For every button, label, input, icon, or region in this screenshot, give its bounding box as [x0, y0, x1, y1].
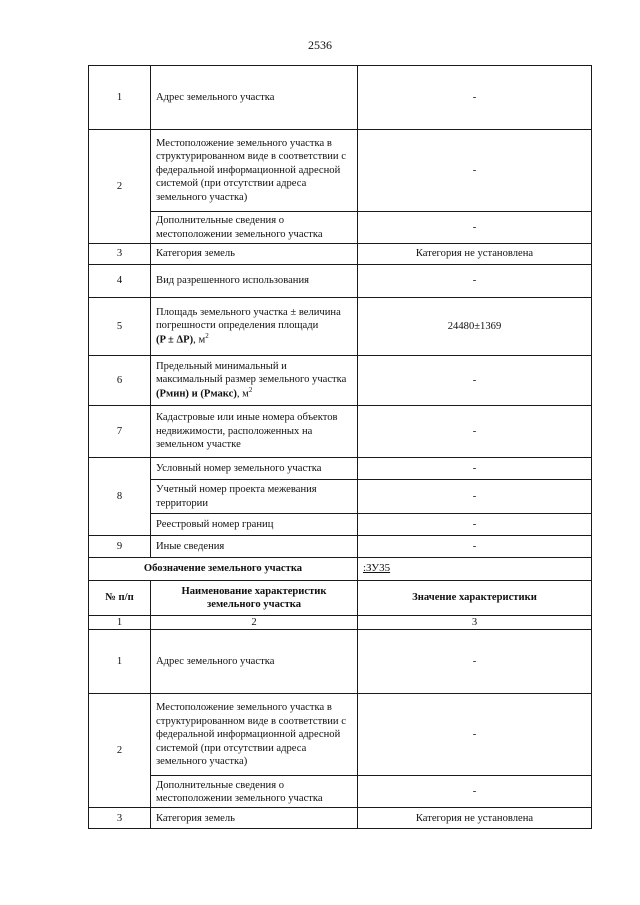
column-number: 3: [358, 616, 592, 630]
characteristic-label: Учетный номер проекта межевания территории: [151, 480, 358, 514]
row-number: 5: [89, 298, 151, 356]
characteristic-label: Адрес земельного участка: [151, 630, 358, 694]
label-text: Площадь земельного участка ± величина погрешности определения площади: [156, 306, 341, 332]
characteristic-value: -: [358, 514, 592, 536]
characteristic-value: -: [358, 265, 592, 298]
unit-superscript: 2: [248, 386, 253, 395]
table-row: [89, 808, 592, 829]
characteristic-value: -: [358, 536, 592, 558]
column-numbers-row: [89, 616, 592, 630]
characteristic-value: Категория не установлена: [358, 808, 592, 829]
characteristic-label: Кадастровые или иные номера объектов недвижимости, расположенных на земельном участке: [151, 406, 358, 458]
table-row: [89, 458, 592, 480]
table-row: [89, 694, 592, 776]
column-header-value: Значение характеристики: [358, 581, 592, 616]
table-row: [89, 66, 592, 130]
table-row: [89, 298, 592, 356]
plot-code: :ЗУ35: [358, 558, 592, 581]
label-text: Предельный минимальный и максимальный размер земельного участка: [156, 360, 347, 386]
column-header-number: № п/п: [89, 581, 151, 616]
characteristic-value: -: [358, 458, 592, 480]
characteristic-label: Местоположение земельного участка в структурированном виде в соответствии с федеральной информационной адресной системой (при отсутствии адреса земельного участка): [151, 694, 358, 776]
characteristic-label: Категория земель: [151, 244, 358, 265]
table-row: [89, 406, 592, 458]
land-plot-table: [88, 65, 592, 829]
formula-text: (P ± ΔP): [156, 334, 194, 346]
characteristic-value: -: [358, 776, 592, 808]
column-header-name: Наименование характеристик земельного участка: [151, 581, 358, 616]
table-row: [89, 356, 592, 406]
table-row: [89, 480, 592, 514]
table-row: [89, 130, 592, 212]
row-number: 3: [89, 244, 151, 265]
unit-text: , м: [236, 388, 249, 400]
formula-text: (Рмин) и (Рмакс): [156, 388, 237, 400]
table-row: [89, 212, 592, 244]
characteristic-label: Иные сведения: [151, 536, 358, 558]
table-row: [89, 776, 592, 808]
unit-superscript: 2: [205, 332, 209, 341]
characteristic-label: Дополнительные сведения о местоположении земельного участка: [151, 776, 358, 808]
table-row: [89, 244, 592, 265]
characteristic-label: Реестровый номер границ: [151, 514, 358, 536]
table-row: [89, 536, 592, 558]
characteristic-label: Условный номер земельного участка: [151, 458, 358, 480]
characteristic-value: 24480±1369: [358, 298, 592, 356]
row-number: 1: [89, 630, 151, 694]
characteristic-label: [151, 356, 358, 406]
characteristic-value: -: [358, 130, 592, 212]
table-row: [89, 514, 592, 536]
characteristic-label: Дополнительные сведения о местоположении земельного участка: [151, 212, 358, 244]
characteristic-label: Вид разрешенного использования: [151, 265, 358, 298]
row-number: 7: [89, 406, 151, 458]
plot-designation-row: [89, 558, 592, 581]
characteristic-value: Категория не установлена: [358, 244, 592, 265]
column-number: 2: [151, 616, 358, 630]
characteristic-value: -: [358, 630, 592, 694]
characteristic-value: -: [358, 212, 592, 244]
characteristic-value: -: [358, 480, 592, 514]
row-number: 6: [89, 356, 151, 406]
table-header-row: [89, 581, 592, 616]
row-number: 2: [89, 130, 151, 244]
row-number: 2: [89, 694, 151, 808]
row-number: 8: [89, 458, 151, 536]
row-number: 9: [89, 536, 151, 558]
characteristic-label: [151, 298, 358, 356]
row-number: 1: [89, 66, 151, 130]
row-number: 4: [89, 265, 151, 298]
column-number: 1: [89, 616, 151, 630]
characteristic-value: -: [358, 356, 592, 406]
characteristic-value: -: [358, 694, 592, 776]
table-row: [89, 265, 592, 298]
row-number: 3: [89, 808, 151, 829]
page-number: 2536: [308, 38, 332, 52]
table-row: [89, 630, 592, 694]
characteristic-value: -: [358, 406, 592, 458]
plot-designation-label: Обозначение земельного участка: [89, 558, 358, 581]
characteristic-label: Адрес земельного участка: [151, 66, 358, 130]
characteristic-label: Местоположение земельного участка в структурированном виде в соответствии с федеральной информационной адресной системой (при отсутствии адреса земельного участка): [151, 130, 358, 212]
unit-text: , м: [193, 334, 206, 346]
characteristic-value: -: [358, 66, 592, 130]
characteristic-label: Категория земель: [151, 808, 358, 829]
